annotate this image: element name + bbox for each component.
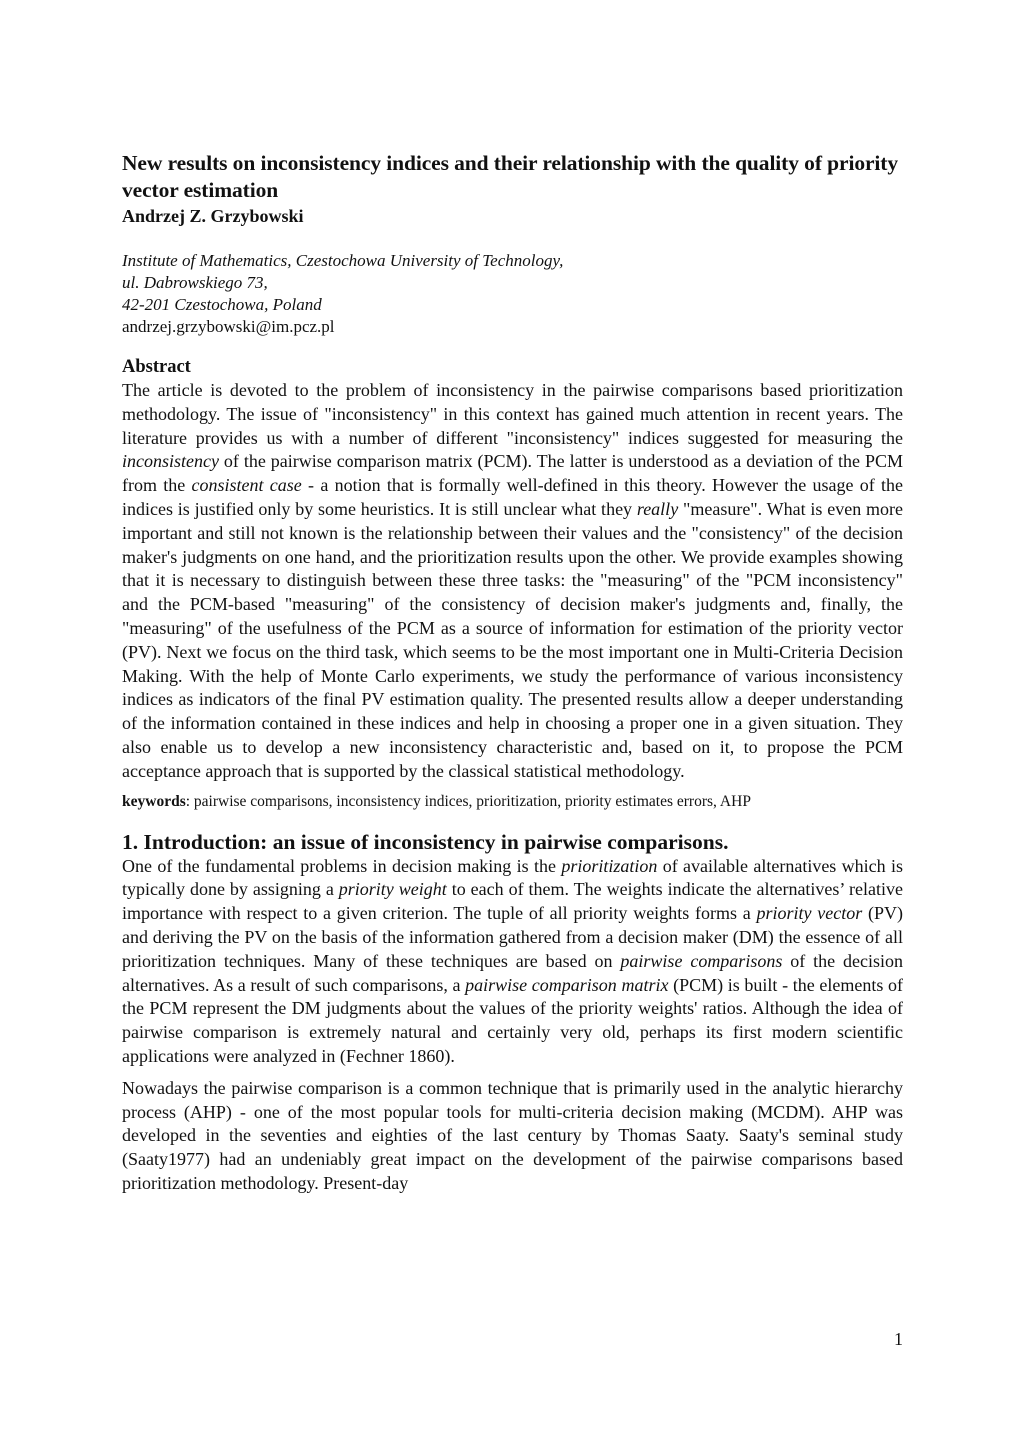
intro-emphasis-priority-vector: priority vector [756,903,863,924]
affiliation-institute: Institute of Mathematics, Czestochowa University of Technology, [122,251,564,270]
keywords-line [122,791,903,813]
keywords-text: : pairwise comparisons, inconsistency indices, prioritization, priority estimates errors, AHP [185,792,751,810]
intro-emphasis-pairwise-comparison-matrix: pairwise comparison matrix [465,974,669,995]
author-name: Andrzej Z. Grzybowski [122,206,304,226]
affiliation-city: 42-201 Czestochowa, Poland [122,295,322,314]
intro-text-e: of the decision alternatives. As a result of such comparisons, a [122,950,903,995]
intro-emphasis-priority-weight: priority weight [338,879,447,900]
intro-text-f: (PCM) is built - the elements of the PCM represent the DM judgments about the values of the priority weights' ratios. Although the idea of pairwise comparison is extremely natural and certainly very old, perhaps its first modern scientific applications were analyzed in (Fechner 1860). [122,974,903,1066]
author-email: andrzej.grzybowski@im.pcz.pl [122,317,335,336]
abstract-text-3: - a notion that is formally well-defined in this theory. However the usage of the indices is justified only by some heuristics. It is still unclear what they [122,475,903,519]
intro-text-c: to each of them. The weights indicate the alternatives’ relative importance with respect to a given criterion. The tuple of all priority weights forms a [122,879,904,924]
page-number: 1 [894,1329,903,1349]
introduction-heading: 1. Introduction: an issue of inconsistency in pairwise comparisons. [122,829,729,854]
paper-title: New results on inconsistency indices and their relationship with the quality of priority vector estimation [122,151,899,202]
abstract-text-4: "measure". What is even more important and still not known is the relationship between their values and the "consistency" of the decision maker's judgments on one hand, and the prioritization results upon the other. We provide examples showing that it is necessary to distinguish between these three tasks: the "measuring" of the "PCM inconsistency" and the PCM-based "measuring" of the consistency of decision maker's judgments and, finally, the "measuring" of the usefulness of the PCM as a source of information for estimation of the priority vector (PV). Next we focus on the third task, which seems to be the most important one in Multi-Criteria Decision Making. With the help of Monte Carlo experiments, we study the performance of various inconsistency indices as indicators of the final PV estimation quality. The presented results allow a deeper understanding of the information contained in these indices and help in choosing a proper one in a given situation. They also enable us to develop a new inconsistency characteristic and, based on it, to propose the PCM acceptance approach that is supported by the classical statistical methodology. [122,498,903,781]
abstract-emphasis-really: really [636,498,679,519]
abstract-paragraph [122,379,903,784]
abstract-text-1: The article is devoted to the problem of inconsistency in the pairwise comparisons based prioritization methodology. The issue of "inconsistency" in this context has gained much attention in recent years. The literature provides us with a number of different "inconsistency" indices suggested for measuring the [122,380,903,448]
affiliation-block [122,250,903,338]
intro-text-b: of available alternatives which is typically done by assigning a [122,855,903,900]
affiliation-street: ul. Dabrowskiego 73, [122,273,268,292]
abstract-emphasis-consistent-case: consistent case [191,475,302,496]
abstract-heading: Abstract [122,357,191,377]
keywords-label: keywords [122,792,186,810]
intro-emphasis-pairwise-comparisons: pairwise comparisons [620,950,783,971]
intro-text-d: (PV) and deriving the PV on the basis of the information gathered from a decision maker (DM) the essence of all prioritization techniques. Many of these techniques are based on [122,903,903,971]
intro-emphasis-prioritization: prioritization [561,855,658,876]
abstract-text-2: of the pairwise comparison matrix (PCM). The latter is understood as a deviation of the PCM from the [122,451,903,496]
introduction-paragraph-2: Nowadays the pairwise comparison is a common technique that is primarily used in the analytic hierarchy process (AHP) - one of the most popular tools for multi-criteria decision making (MCDM). AHP was developed in the seventies and eighties of the last century by Thomas Saaty. Saaty's seminal study (Saaty1977) had an undeniably great impact on the development of the pairwise comparisons based prioritization methodology. Present-day [122,1077,903,1193]
abstract-emphasis-inconsistency: inconsistency [122,451,219,472]
introduction-paragraph-1 [122,855,903,1069]
page-content [122,150,903,1196]
intro-text-a: One of the fundamental problems in decision making is the [122,855,562,876]
